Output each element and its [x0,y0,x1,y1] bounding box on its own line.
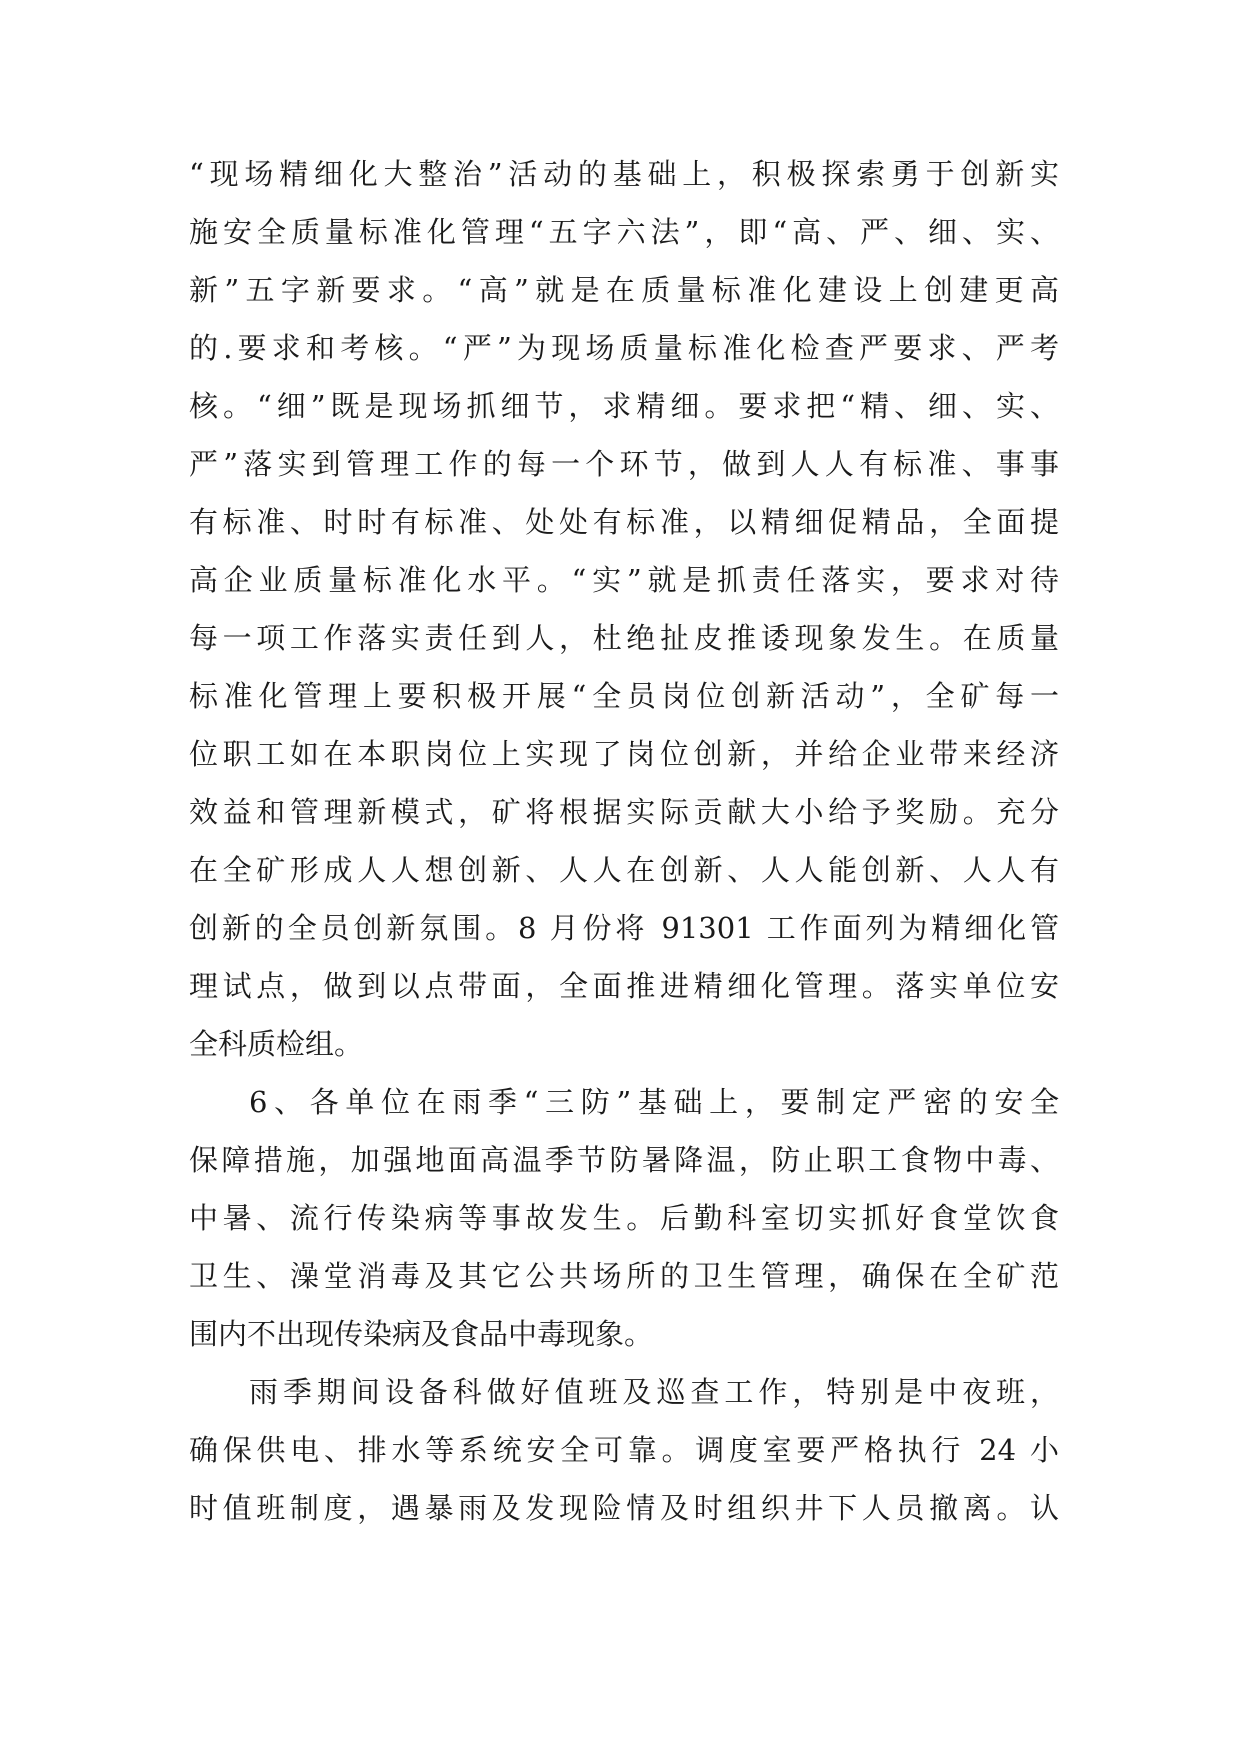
text-line-14: 创新的全员创新氛围。8 月份将 91301 工作面列为精细化管 [189,911,1059,945]
text-line-24: 时值班制度，遇暴雨及发现险情及时组织井下人员撤离。认 [189,1491,1059,1525]
text-line-17: 6、各单位在雨季“三防”基础上，要制定严密的安全 [249,1085,1059,1119]
text-line-13: 在全矿形成人人想创新、人人在创新、人人能创新、人人有 [189,853,1059,887]
text-line-12: 效益和管理新模式，矿将根据实际贡献大小给予奖励。充分 [189,795,1059,829]
text-line-21: 围内不出现传染病及食品中毒现象。 [189,1317,654,1351]
text-line-16: 全科质检组。 [189,1027,364,1061]
text-line-5: 核。“细”既是现场抓细节，求精细。要求把“精、细、实、 [189,389,1059,423]
text-line-4: 的.要求和考核。“严”为现场质量标准化检查严要求、严考 [189,331,1059,365]
text-line-19: 中暑、流行传染病等事故发生。后勤科室切实抓好食堂饮食 [189,1201,1059,1235]
text-line-22: 雨季期间设备科做好值班及巡查工作，特别是中夜班， [249,1375,1059,1409]
text-line-9: 每一项工作落实责任到人，杜绝扯皮推诿现象发生。在质量 [189,621,1059,655]
text-line-10: 标准化管理上要积极开展“全员岗位创新活动”，全矿每一 [189,679,1059,713]
text-line-6: 严”落实到管理工作的每一个环节，做到人人有标准、事事 [189,447,1059,481]
text-line-3: 新”五字新要求。“高”就是在质量标准化建设上创建更高 [189,273,1059,307]
text-line-2: 施安全质量标准化管理“五字六法”，即“高、严、细、实、 [189,215,1059,249]
text-line-20: 卫生、澡堂消毒及其它公共场所的卫生管理，确保在全矿范 [189,1259,1059,1293]
text-line-1: “现场精细化大整治”活动的基础上，积极探索勇于创新实 [189,157,1059,191]
text-line-11: 位职工如在本职岗位上实现了岗位创新，并给企业带来经济 [189,737,1059,771]
text-line-18: 保障措施，加强地面高温季节防暑降温，防止职工食物中毒、 [189,1143,1059,1177]
text-line-15: 理试点，做到以点带面，全面推进精细化管理。落实单位安 [189,969,1059,1003]
text-line-23: 确保供电、排水等系统安全可靠。调度室要严格执行 24 小 [189,1433,1059,1467]
text-line-7: 有标准、时时有标准、处处有标准，以精细促精品，全面提 [189,505,1059,539]
text-line-8: 高企业质量标准化水平。“实”就是抓责任落实，要求对待 [189,563,1059,597]
